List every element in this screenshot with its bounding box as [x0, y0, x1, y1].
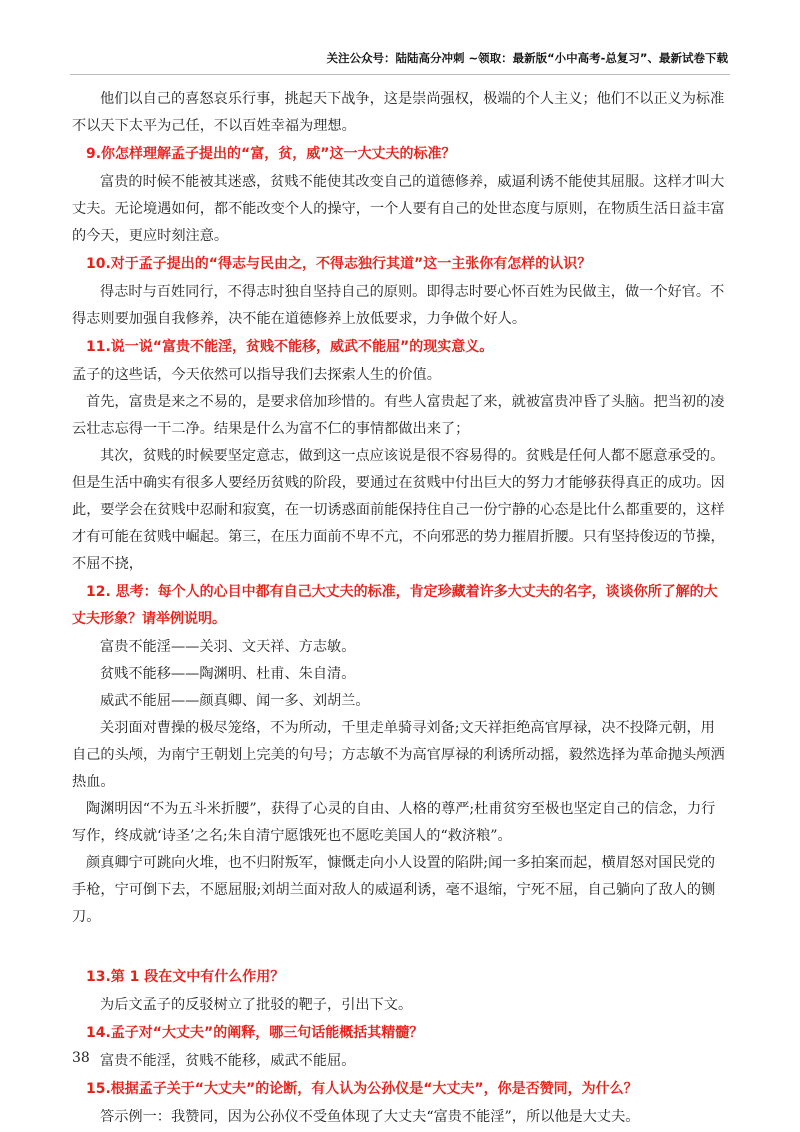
answer-paragraph: 关羽面对曹操的极尽笼络，不为所动，千里走单骑寻刘备;文天祥拒绝高官厚禄，决不投降元朝，用自己的头颅，为南宁王朝划上完美的句号；方志敏不为高官厚禄的利诱所动摇，毅然选择为革命抛头颅洒热血。: [72, 720, 725, 790]
header-rule: [70, 74, 730, 75]
question-heading: 10.对于孟子提出的“得志与民由之，不得志独行其道”这一主张你有怎样的认识？: [86, 256, 592, 272]
page-number: 38: [72, 1050, 90, 1066]
section-gap: [72, 931, 728, 963]
question-heading: 14.孟子对“大丈夫”的阐释，哪三句话能概括其精髓？: [86, 1025, 424, 1041]
answer-paragraph: 贫贱不能移——陶渊明、杜甫、朱自清。: [100, 666, 356, 682]
question-heading: 15.根据孟子关于“大丈夫”的论断，有人认为公孙仪是“大丈夫”，你是否赞同，为什么？: [86, 1081, 638, 1097]
question-heading: 12. 思考：每个人的心目中都有自己大丈夫的标准，肯定珍藏着许多大丈夫的名字，谈谈你所了解的大丈夫形象？请举例说明。: [72, 584, 718, 627]
answer-paragraph: 得志时与百姓同行，不得志时独自坚持自己的原则。即得志时要心怀百姓为民做主，做一个好官。不得志则要加强自我修养，决不能在道德修养上放低要求，力争做个好人。: [72, 284, 725, 327]
answer-paragraph: 颜真卿宁可跳向火堆，也不归附叛军，慷慨走向小人设置的陷阱;闻一多拍案而起，横眉怒对国民党的手枪，宁可倒下去，不愿屈服;刘胡兰面对敌人的威逼利诱，毫不退缩，宁死不屈，自己躺向了敌人的铡刀。: [72, 855, 716, 925]
question-heading: 13.第 1 段在文中有什么作用？: [86, 969, 285, 985]
answer-paragraph: 答示例一：我赞同，因为公孙仪不受鱼体现了大丈夫“富贵不能淫”，所以他是大丈夫。: [100, 1109, 640, 1125]
answer-paragraph: 富贵的时候不能被其迷惑，贫贱不能使其改变自己的道德修养，威逼利诱不能使其屈服。这样才叫大丈夫。无论境遇如何，都不能改变个人的操守，一个人要有自己的处世态度与原则，在物质生活日益丰富的今天，更应时刻注意。: [72, 174, 725, 244]
answer-paragraph: 为后文孟子的反驳树立了批驳的靶子，引出下文。: [100, 997, 413, 1013]
answer-paragraph: 其次，贫贱的时候要坚定意志，做到这一点应该说是很不容易得的。贫贱是任何人都不愿意承受的。但是生活中确实有很多人要经历贫贱的阶段，要通过在贫贱中付出巨大的努力才能够获得真正的成功。因此，要学会在贫贱中忍耐和寂寞，在一切诱惑面前能保持住自己一份宁静的心态是比什么都重要的，这样才有可能在贫贱中崛起。第三，在压力面前不卑不亢，不向邪恶的势力摧眉折腰。只有坚持俊迈的节操，不屈不挠，: [72, 448, 725, 572]
document-body: [72, 86, 728, 1131]
question-heading: 9.你怎样理解孟子提出的“富，贫，威”这一大丈夫的标准？: [86, 146, 456, 162]
question-heading: 11.说一说“富贵不能淫，贫贱不能移，威武不能屈”的现实意义。: [86, 339, 494, 355]
answer-paragraph: 威武不能屈——颜真卿、闻一多、刘胡兰。: [100, 693, 370, 709]
answer-paragraph: 孟子的这些话，今天依然可以指导我们去探索人生的价值。: [72, 367, 441, 383]
answer-paragraph: 陶渊明因“不为五斗米折腰”，获得了心灵的自由、人格的尊严;杜甫贫穷至极也坚定自己的信念，力行写作，终成就‘诗圣’之名;朱自清宁愿饿死也不愿吃美国人的“救济粮”。: [72, 801, 716, 844]
page-header: 关注公众号：陆陆高分冲刺 ~领取：最新版“小中高考-总复习”、最新试卷下载: [326, 51, 728, 65]
answer-paragraph: 富贵不能淫——关羽、文天祥、方志敏。: [100, 639, 356, 655]
answer-paragraph: 富贵不能淫，贫贱不能移，威武不能屈。: [100, 1053, 356, 1069]
answer-paragraph: 首先，富贵是来之不易的，是要求倍加珍惜的。有些人富贵起了来，就被富贵冲昏了头脑。把当初的凌云壮志忘得一干二净。结果是什么为富不仁的事情都做出来了；: [72, 394, 725, 437]
answer-paragraph: 他们以自己的喜怒哀乐行事，挑起天下战争，这是崇尚强权，极端的个人主义；他们不以正义为标准不以天下太平为己任，不以百姓幸福为理想。: [72, 91, 725, 134]
